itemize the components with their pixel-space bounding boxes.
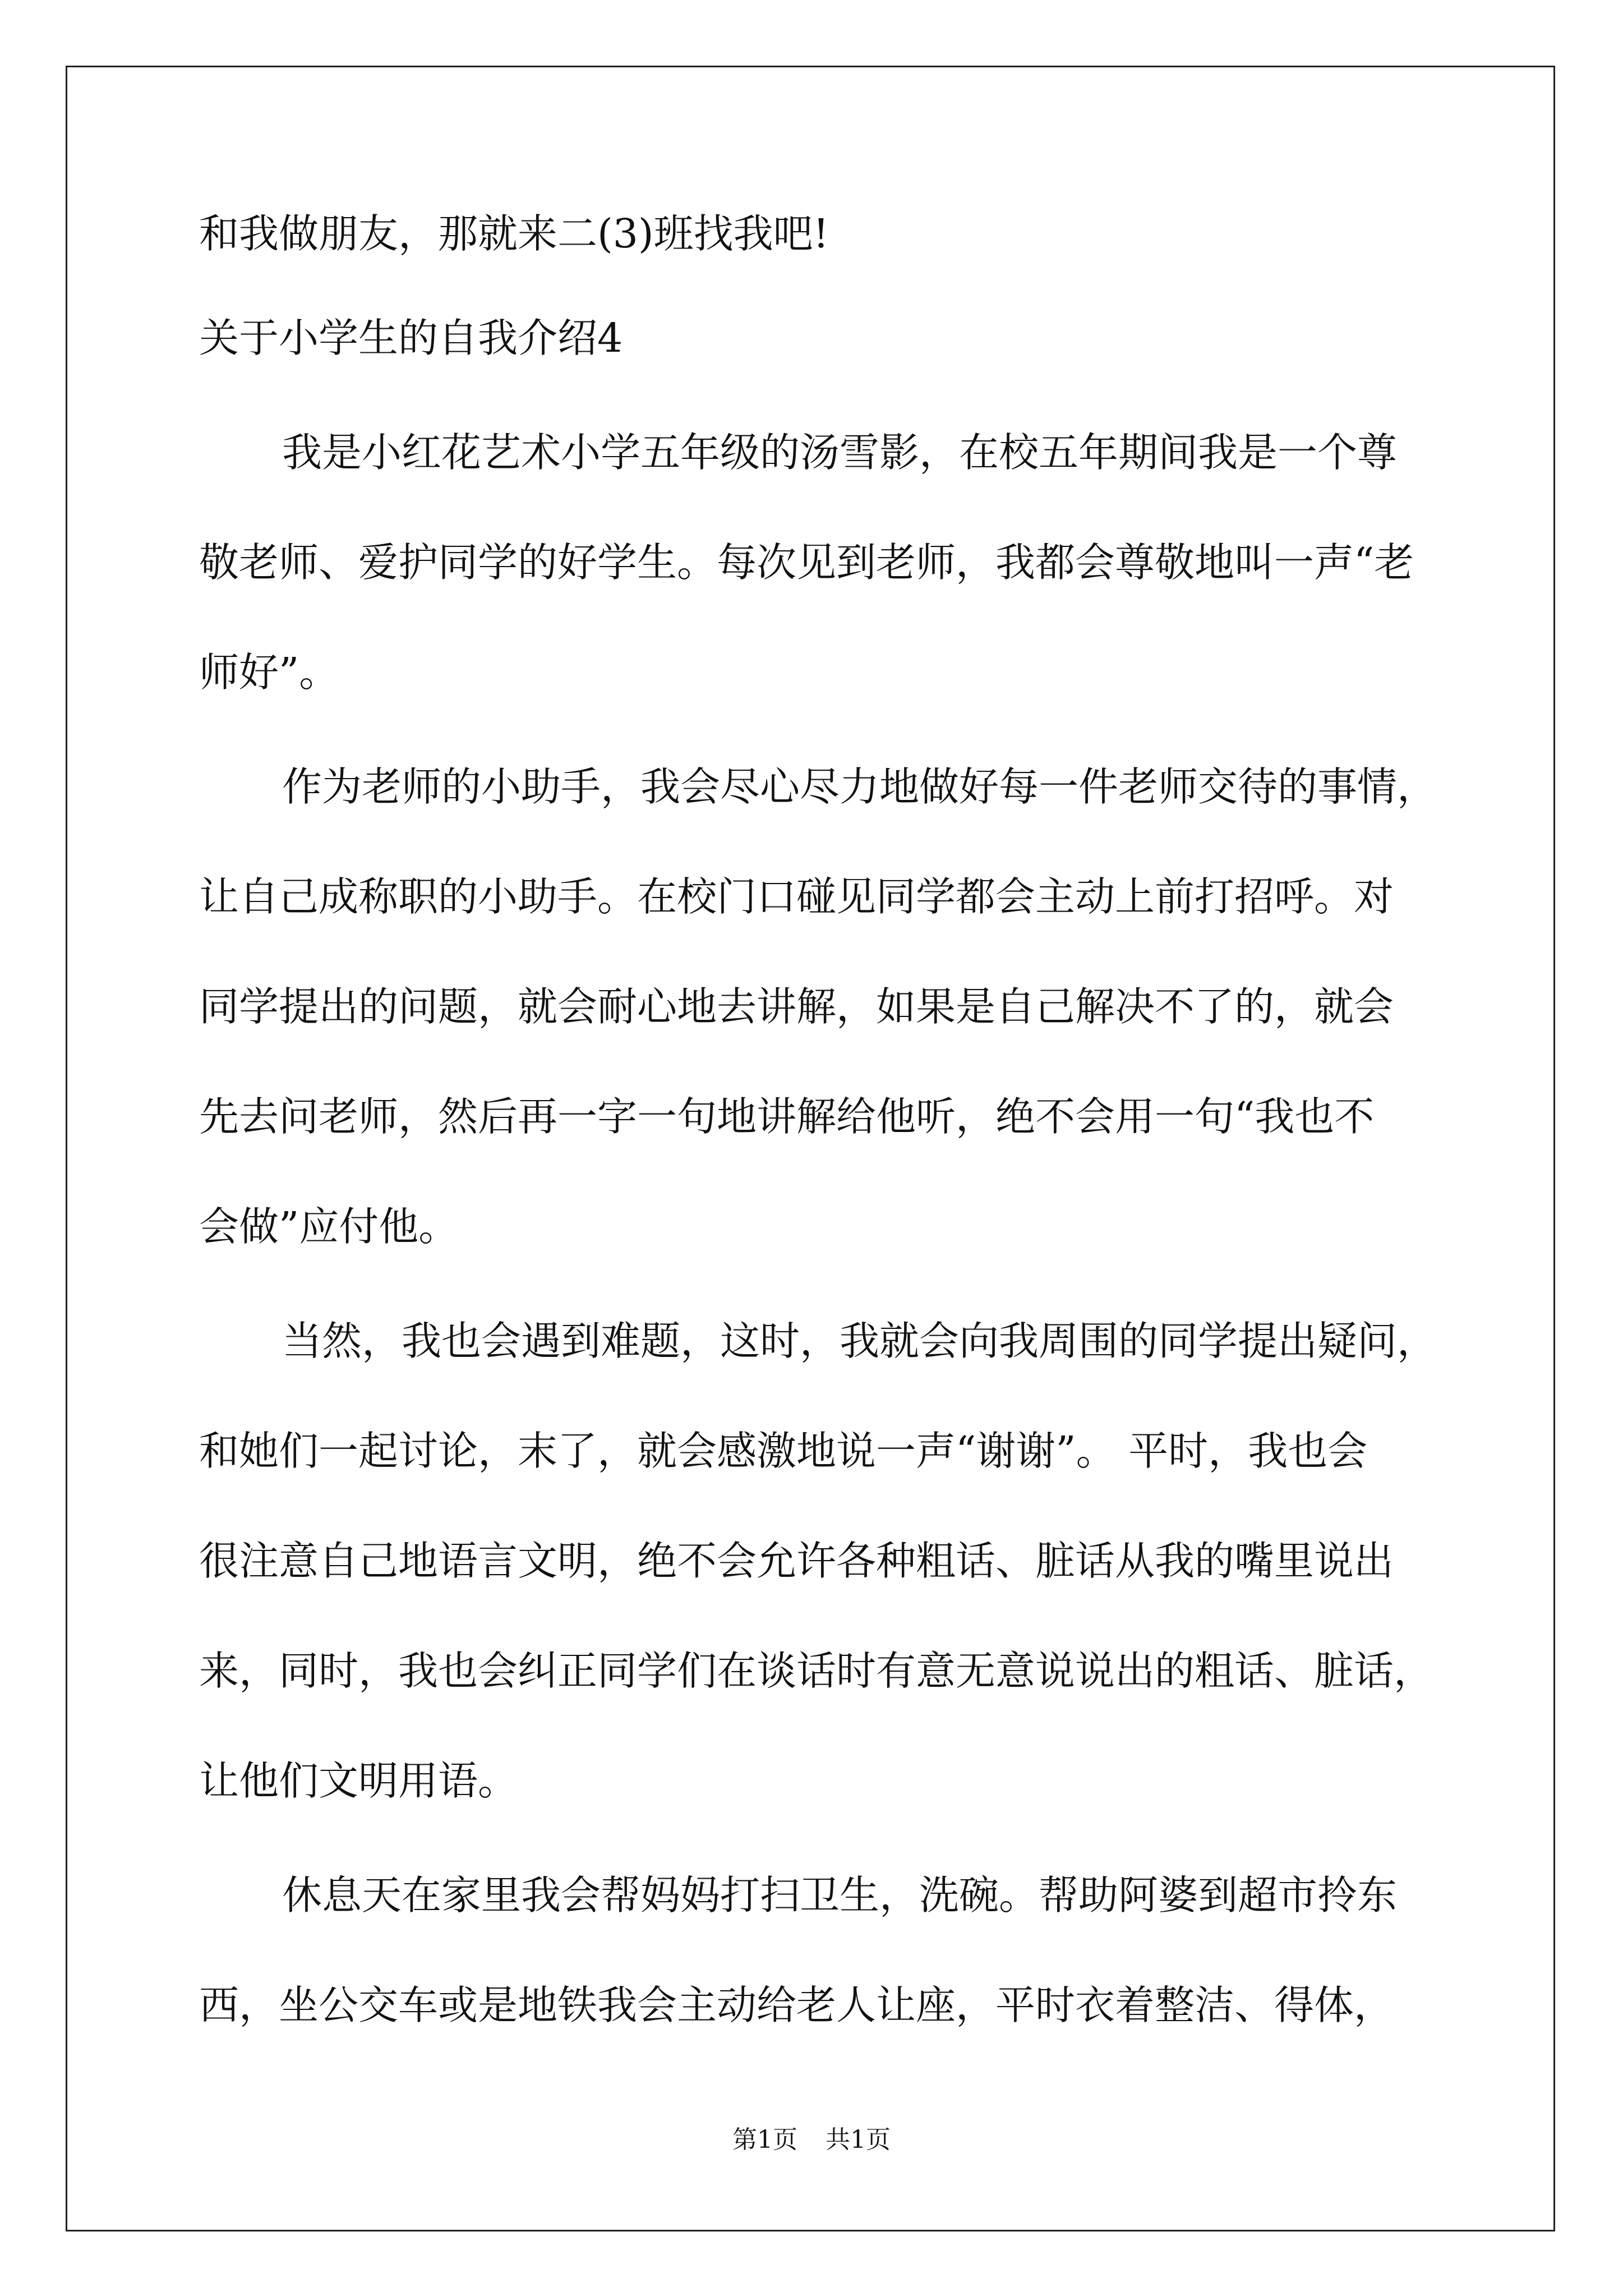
paragraph-line: 敬老师、爱护同学的好学生。每次见到老师，我都会尊敬地叫一声“老 [199, 539, 1414, 586]
page-number: 第1页 [732, 2125, 797, 2154]
paragraph-line: 很注意自己地语言文明，绝不会允许各种粗话、脏话从我的嘴里说出 [199, 1538, 1394, 1584]
paragraph-line: 同学提出的问题，就会耐心地去讲解，如果是自己解决不了的，就会 [199, 983, 1394, 1030]
text-line: 和我做朋友，那就来二(3)班找我吧! [199, 210, 829, 257]
paragraph-line: 让自己成称职的小助手。在校门口碰见同学都会主动上前打招呼。对 [199, 873, 1394, 920]
paragraph-line: 来，同时，我也会纠正同学们在谈话时有意无意说说出的粗话、脏话， [199, 1648, 1434, 1694]
page-total: 共1页 [826, 2125, 891, 2154]
paragraph-line: 会做”应付他。 [199, 1203, 459, 1250]
paragraph-line: 和她们一起讨论，末了，就会感激地说一声“谢谢”。 平时，我也会 [199, 1428, 1368, 1474]
paragraph-line: 师好”。 [199, 649, 339, 696]
document-body [199, 208, 1437, 2032]
paragraph-line: 当然，我也会遇到难题，这时，我就会向我周围的同学提出疑问， [282, 1318, 1437, 1364]
paragraph-line: 我是小红花艺术小学五年级的汤雪影，在校五年期间我是一个尊 [282, 429, 1398, 476]
paragraph-line: 让他们文明用语。 [199, 1757, 518, 1804]
paragraph-line: 休息天在家里我会帮妈妈打扫卫生，洗碗。帮助阿婆到超市拎东 [282, 1872, 1398, 1918]
paragraph-line: 先去问老师，然后再一字一句地讲解给他听，绝不会用一句“我也不 [199, 1093, 1375, 1140]
section-heading: 关于小学生的自我介绍4 [199, 315, 623, 361]
paragraph-line: 作为老师的小助手，我会尽心尽力地做好每一件老师交待的事情， [282, 763, 1437, 810]
paragraph-line: 西，坐公交车或是地铁我会主动给老人让座，平时衣着整洁、得体， [199, 1982, 1394, 2028]
page-footer [0, 2123, 1623, 2157]
